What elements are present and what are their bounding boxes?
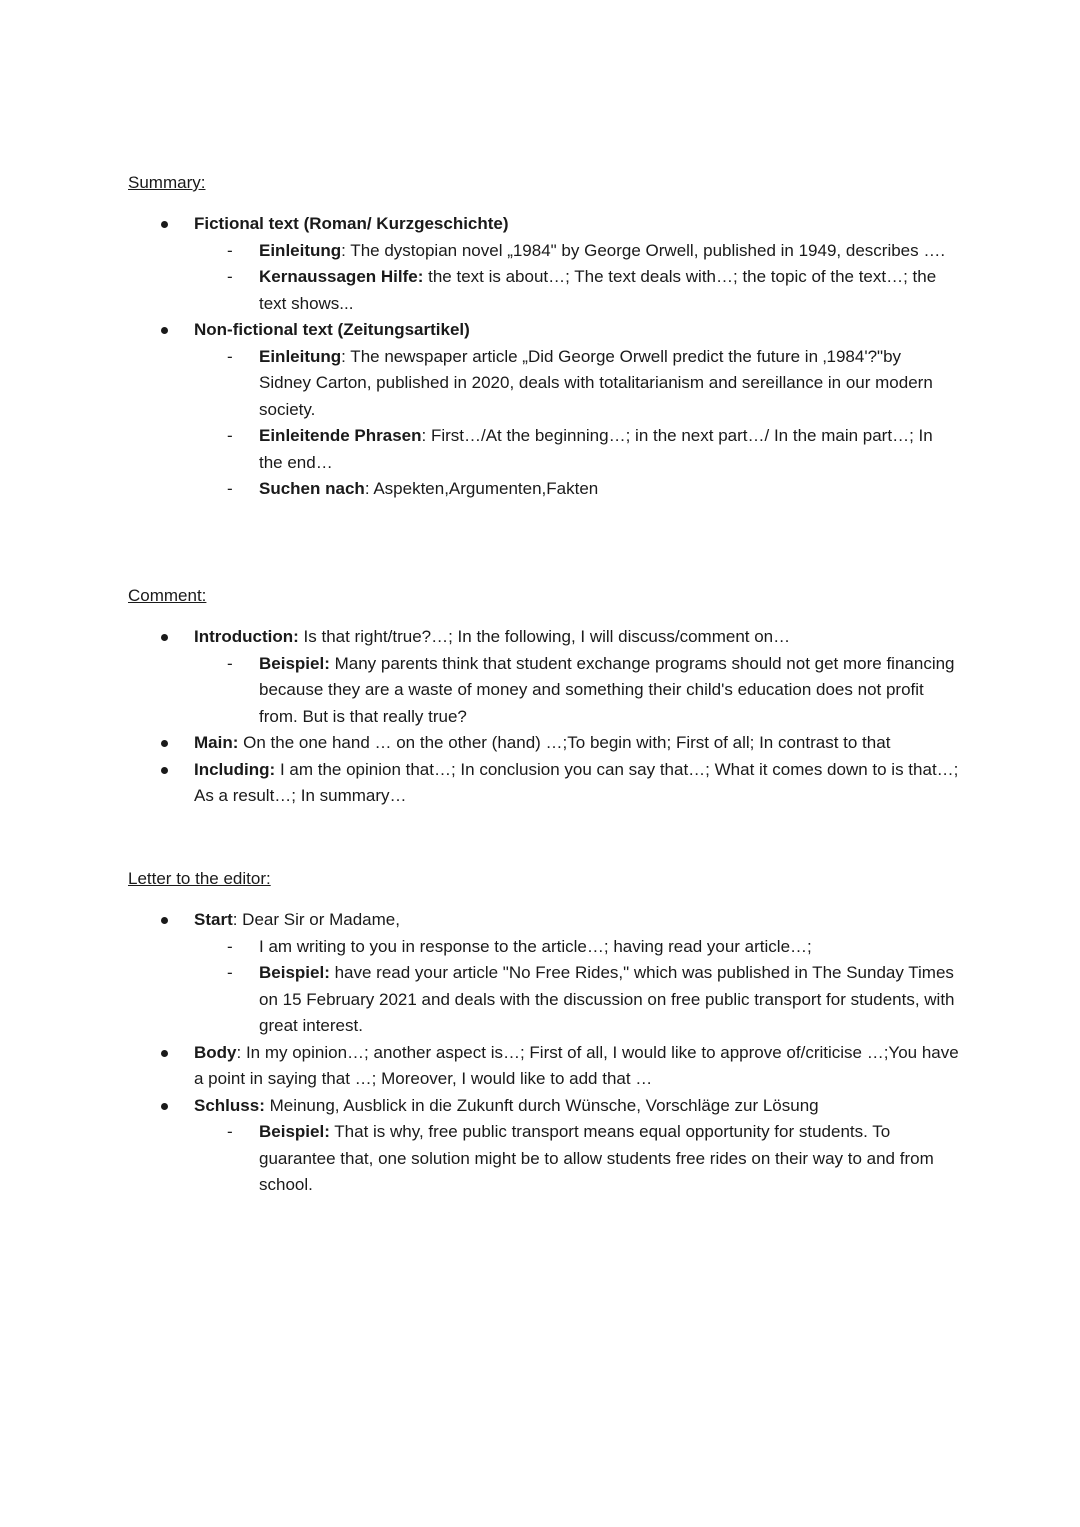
fictional-einleitung: - Einleitung: The dystopian novel „1984" by George Orwell, published in 1949, describes …. <box>0 238 1080 265</box>
bullet-icon <box>161 917 168 924</box>
comment-introduction: Introduction: Is that right/true?…; In the following, I will discuss/comment on… <box>0 624 1080 651</box>
bullet-icon <box>161 1050 168 1057</box>
dash-icon: - <box>227 936 233 956</box>
letter-heading: Letter to the editor: <box>128 869 271 888</box>
nonfictional-phrasen: - Einleitende Phrasen: First…/At the beginning…; in the next part…/ In the main part…; In the end… <box>0 423 1080 476</box>
bullet-icon <box>161 634 168 641</box>
fictional-label: Fictional text (Roman/ Kurzgeschichte) <box>194 214 509 233</box>
dash-icon: - <box>227 240 233 260</box>
summary-heading: Summary: <box>128 173 206 192</box>
letter-start: Start: Dear Sir or Madame, <box>0 907 1080 934</box>
dash-icon: - <box>227 479 233 498</box>
dash-icon: - <box>227 426 233 445</box>
dash-icon: - <box>227 1122 233 1141</box>
comment-heading: Comment: <box>128 586 207 605</box>
bullet-icon <box>161 740 168 747</box>
nonfictional-einleitung: - Einleitung: The newspaper article „Did George Orwell predict the future in ‚1984'?"by Sidney Carton, published in 2020, deals with totalitarianism and sereillance in our modern society. <box>0 344 1080 424</box>
comment-main: Main: On the one hand … on the other (hand) …;To begin with; First of all; In contrast to that <box>0 730 1080 757</box>
letter-start-example: - Beispiel: have read your article "No Free Rides," which was published in The Sunday Times on 15 February 2021 and deals with the discussion on free public transport for students, with great interest. <box>0 960 1080 1040</box>
bullet-icon <box>161 1103 168 1110</box>
dash-icon: - <box>227 653 233 673</box>
comment-including: Including: I am the opinion that…; In conclusion you can say that…; What it comes down to is that…; As a result…; In summary… <box>0 757 1080 810</box>
letter-start-phrase: - I am writing to you in response to the article…; having read your article…; <box>0 934 1080 961</box>
nonfictional-item <box>0 317 1080 344</box>
bullet-icon <box>161 767 168 774</box>
letter-schluss: Schluss: Meinung, Ausblick in die Zukunft durch Wünsche, Vorschläge zur Lösung <box>0 1093 1080 1120</box>
comment-introduction-example: - Beispiel: Many parents think that student exchange programs should not get more financing because they are a waste of money and something their child's education does not profit from. But is that really true? <box>0 651 1080 731</box>
dash-icon: - <box>227 963 233 982</box>
dash-icon: - <box>227 346 233 366</box>
fictional-item <box>0 211 1080 238</box>
bullet-icon <box>161 327 168 334</box>
comment-section <box>0 624 1080 810</box>
bullet-icon <box>161 221 168 228</box>
letter-body: Body: In my opinion…; another aspect is…; First of all, I would like to approve of/criticise …;You have a point in saying that …; Moreover, I would like to add that … <box>0 1040 1080 1093</box>
dash-icon: - <box>227 267 233 286</box>
fictional-kernaussagen: - Kernaussagen Hilfe: the text is about…; The text deals with…; the topic of the text…; the text shows... <box>0 264 1080 317</box>
nonfictional-label: Non-fictional text (Zeitungsartikel) <box>194 320 470 339</box>
letter-schluss-example: - Beispiel: That is why, free public transport means equal opportunity for students. To guarantee that, one solution might be to allow students free rides on their way to and from school. <box>0 1119 1080 1199</box>
summary-section <box>0 211 1080 503</box>
nonfictional-suchen: - Suchen nach: Aspekten,Argumenten,Fakten <box>0 476 1080 503</box>
letter-section <box>0 907 1080 1199</box>
